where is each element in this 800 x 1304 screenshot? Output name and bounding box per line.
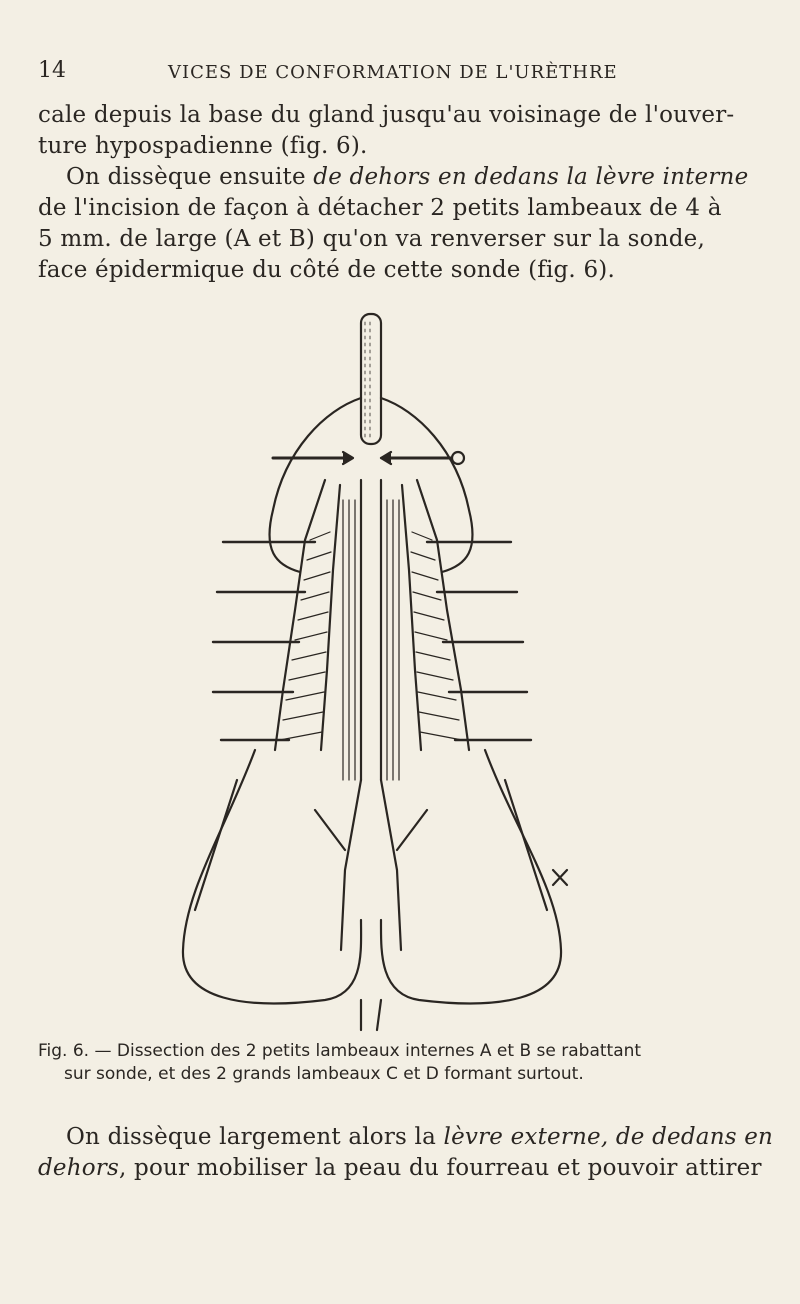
- text-run: , pour mobiliser la peau du fourreau et pouvoir attirer: [119, 1155, 762, 1181]
- text-line: de l'incision de façon à détacher 2 petits lambeaux de 4 à: [38, 195, 722, 221]
- italic-run: de dehors en dedans la lèvre interne: [313, 164, 749, 190]
- text-line: [38, 1153, 768, 1184]
- text-line: ture hypospadienne (fig. 6).: [38, 133, 368, 159]
- surgical-dissection-drawing: [165, 310, 625, 1040]
- text-run: On dissèque largement alors la: [66, 1124, 444, 1150]
- text-line: [38, 1122, 774, 1153]
- text-line: [38, 162, 768, 193]
- paragraph-continued: [38, 100, 768, 162]
- italic-run: dehors: [38, 1155, 119, 1181]
- text-line: 5 mm. de large (A et B) qu'on va renverser sur la sonde,: [38, 226, 705, 252]
- text-line: face épidermique du côté de cette sonde (fig. 6).: [38, 257, 615, 283]
- probe-shaft: [361, 314, 381, 444]
- paragraph-dissection-inner-lip: [38, 162, 768, 286]
- italic-run: lèvre externe, de dedans en: [443, 1124, 774, 1150]
- caption-line: sur sonde, et des 2 grands lambeaux C et D formant surtout.: [64, 1064, 584, 1084]
- anatomical-illustration: [165, 310, 625, 1040]
- text-line: cale depuis la base du gland jusqu'au voisinage de l'ouver-: [38, 102, 735, 128]
- caption-line: Fig. 6. — Dissection des 2 petits lambeaux internes A et B se rabattant: [38, 1041, 642, 1061]
- paragraph-dissection-outer-lip: [38, 1122, 774, 1184]
- text-run: On dissèque ensuite: [66, 164, 314, 190]
- page-header: [38, 58, 738, 92]
- page-number: 14: [38, 58, 66, 83]
- running-title: VICES DE CONFORMATION DE L'URÈTHRE: [168, 62, 618, 83]
- figure-caption: [38, 1040, 768, 1086]
